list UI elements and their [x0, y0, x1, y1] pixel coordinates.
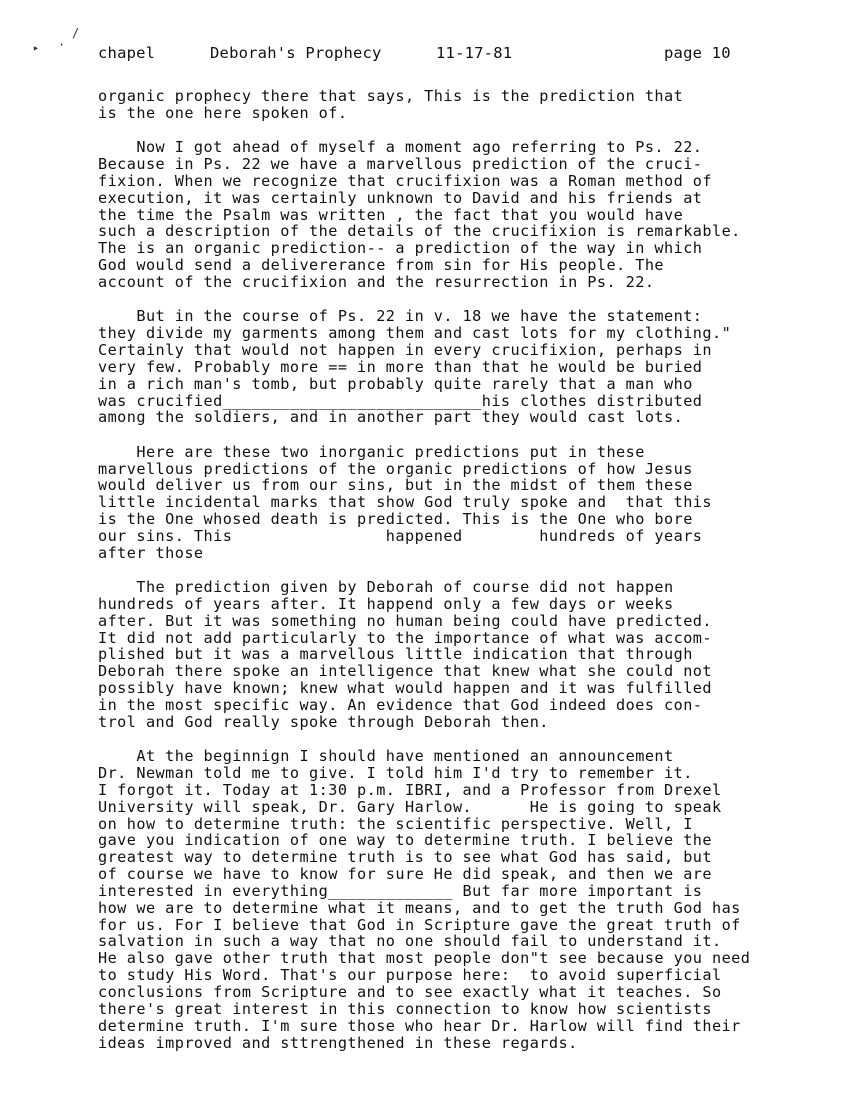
text-line: they divide my garments among them and cast lots for my clothing.": [98, 324, 732, 343]
text-line: organic prophecy there that says, This is the prediction that: [98, 87, 684, 105]
text-line: on how to determine truth: the scientific perspective. Well, I: [98, 814, 693, 833]
margin-mark: ‣: [32, 42, 40, 56]
text-line: ideas improved and sttrengthened in these regards.: [98, 1033, 578, 1052]
paragraph: [98, 139, 818, 291]
text-line: account of the crucifixion and the resurrection in Ps. 22.: [98, 272, 655, 291]
paragraph: [98, 88, 818, 122]
text-line: But in the course of Ps. 22 in v. 18 we have the statement:: [98, 307, 703, 326]
text-line: greatest way to determine truth is to see what God has said, but: [98, 848, 712, 867]
text-line: in the most specific way. An evidence that God indeed does con-: [98, 696, 703, 714]
paragraph: [98, 748, 818, 1051]
text-line: after those: [98, 543, 204, 562]
text-line: He also gave other truth that most people don"t see because you need: [98, 949, 751, 968]
text-line: determine truth. I'm sure those who hear Dr. Harlow will find their: [98, 1016, 741, 1035]
text-line: trol and God really spoke through Deborah then.: [98, 712, 549, 731]
text-line: very few. Probably more == in more than that he would be buried: [98, 357, 703, 376]
page-header: [98, 44, 758, 66]
text-line: marvellous predictions of the organic predictions of how Jesus: [98, 459, 693, 478]
text-line: of course we have to know for sure He did speak, and then we are: [98, 865, 712, 884]
header-date: 11-17-81: [436, 44, 513, 62]
text-line: our sins. This happened hundreds of years: [98, 526, 703, 545]
text-line: Here are these two inorganic predictions put in these: [98, 442, 645, 461]
text-line: Dr. Newman told me to give. I told him I'd try to remember it.: [98, 764, 693, 783]
text-line: fixion. When we recognize that crucifixion was a Roman method of: [98, 171, 712, 190]
text-line: there's great interest in this connection to know how scientists: [98, 999, 712, 1018]
text-line: little incidental marks that show God truly spoke and that this: [98, 493, 712, 512]
text-line: Because in Ps. 22 we have a marvellous prediction of the cruci-: [98, 155, 703, 174]
text-line: Deborah there spoke an intelligence that knew what she could not: [98, 662, 712, 681]
text-line: interested in everything_____________ But far more important is: [98, 881, 703, 900]
text-line: execution, it was certainly unknown to David and his friends at: [98, 188, 703, 207]
text-line: after. But it was something no human being could have predicted.: [98, 611, 712, 630]
text-line: It did not add particularly to the importance of what was accom-: [98, 628, 712, 647]
text-line: how we are to determine what it means, and to get the truth God has: [98, 898, 741, 917]
text-line: God would send a delivererance from sin for His people. The: [98, 256, 665, 275]
text-line: hundreds of years after. It happend only a few days or weeks: [98, 594, 674, 613]
paragraph: [98, 308, 818, 426]
text-line: would deliver us from our sins, but in the midst of them these: [98, 476, 693, 495]
text-line: salvation in such a way that no one should fail to understand it.: [98, 932, 722, 951]
text-line: At the beginnign I should have mentioned an announcement: [98, 747, 674, 766]
paragraph: [98, 579, 818, 731]
margin-mark: ·: [58, 38, 66, 52]
text-line: Certainly that would not happen in every crucifixion, perhaps in: [98, 340, 712, 359]
text-line: was crucified___________________________his clothes distributed: [98, 391, 703, 410]
text-line: plished but it was a marvellous little indication that through: [98, 645, 693, 664]
text-line: gave you indication of one way to determine truth. I believe the: [98, 831, 712, 850]
text-line: the time the Psalm was written , the fact that you would have: [98, 205, 684, 224]
text-line: in a rich man's tomb, but probably quite rarely that a man who: [98, 374, 693, 393]
text-line: possibly have known; knew what would happen and it was fulfilled: [98, 679, 712, 698]
margin-mark: /: [72, 26, 80, 40]
document-body: [98, 88, 818, 1069]
text-line: The prediction given by Deborah of course did not happen: [98, 578, 674, 597]
text-line: for us. For I believe that God in Scripture gave the great truth of: [98, 915, 741, 934]
text-line: is the one here spoken of.: [98, 103, 348, 122]
header-page-number: page 10: [664, 44, 731, 62]
text-line: I forgot it. Today at 1:30 p.m. IBRI, and a Professor from Drexel: [98, 780, 722, 799]
header-chapel: chapel: [98, 44, 156, 62]
paragraph: [98, 444, 818, 562]
text-line: to study His Word. That's our purpose here: to avoid superficial: [98, 966, 722, 985]
header-title: Deborah's Prophecy: [210, 44, 382, 62]
text-line: such a description of the details of the crucifixion is remarkable.: [98, 222, 741, 241]
text-line: University will speak, Dr. Gary Harlow. He is going to speak: [98, 797, 722, 816]
text-line: is the One whosed death is predicted. This is the One who bore: [98, 510, 693, 529]
text-line: Now I got ahead of myself a moment ago referring to Ps. 22.: [98, 138, 703, 157]
text-line: The is an organic prediction-- a prediction of the way in which: [98, 239, 703, 258]
text-line: among the soldiers, and in another part they would cast lots.: [98, 408, 684, 427]
text-line: conclusions from Scripture and to see exactly what it teaches. So: [98, 983, 722, 1001]
